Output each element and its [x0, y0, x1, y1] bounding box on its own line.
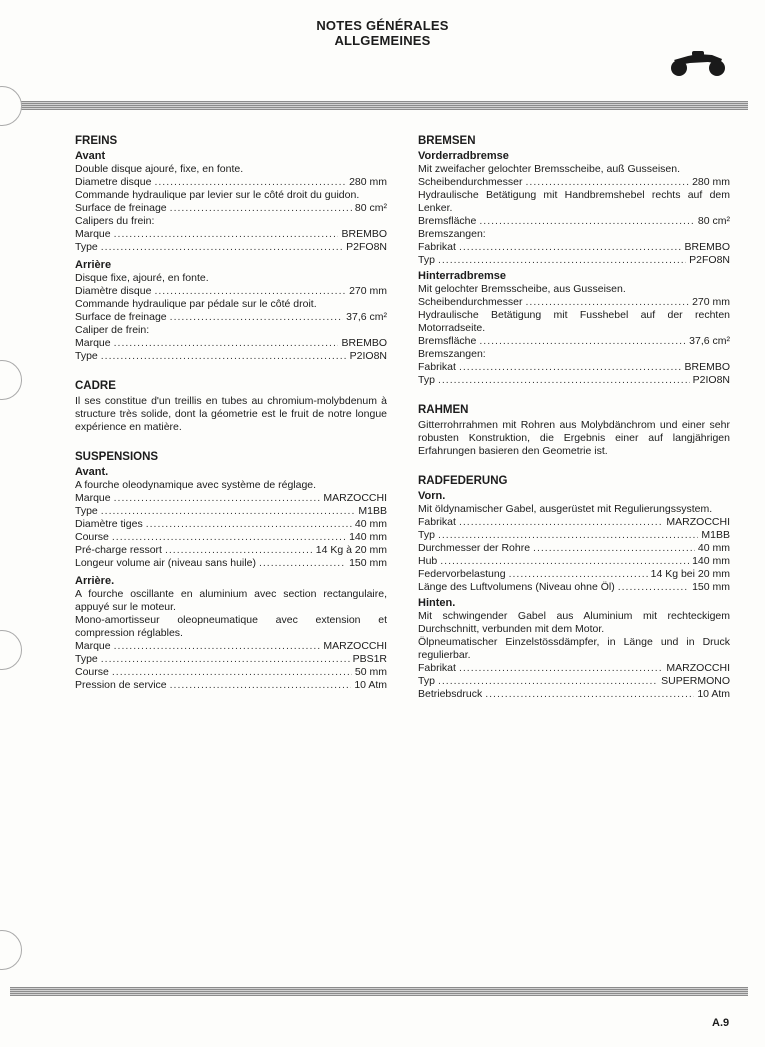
spec-label: Hub [418, 555, 438, 567]
spec-value: SUPERMONO [661, 675, 730, 687]
motorcycle-icon [668, 48, 728, 78]
spec-value: MARZOCCHI [323, 640, 387, 652]
spec-value: 14 Kg à 20 mm [315, 544, 387, 556]
spec-row [75, 640, 387, 653]
top-divider-band [10, 101, 748, 110]
spec-value: M1BB [358, 505, 387, 517]
text-line: Commande hydraulique par pédale sur le côté droit. [75, 298, 317, 310]
spec-label: Typ [418, 254, 435, 266]
spec-row [418, 688, 730, 701]
text-line: Caliper de frein: [75, 324, 150, 336]
spec-value: 140 mm [349, 531, 387, 543]
spec-row [75, 285, 387, 298]
spec-value: BREMBO [684, 361, 730, 373]
spec-label: Marque [75, 640, 111, 652]
spec-label: Typ [418, 374, 435, 386]
spec-label: Betriebsdruck [418, 688, 483, 700]
spec-label: Surface de freinage [75, 202, 167, 214]
spec-value: MARZOCCHI [323, 492, 387, 504]
spec-label: Marque [75, 337, 111, 349]
spec-label: Scheibendurchmesser [418, 176, 523, 188]
spec-row [75, 337, 387, 350]
spec-row [75, 557, 387, 570]
spec-label: Type [75, 505, 98, 517]
spec-value: 150 mm [692, 581, 730, 593]
spec-value: 37,6 cm² [346, 311, 387, 323]
spec-row [418, 374, 730, 387]
spec-row [75, 492, 387, 505]
text-line: Mit öldynamischer Gabel, ausgerüstet mit Regulierungssystem. [418, 503, 713, 515]
title-french: NOTES GÉNÉRALES [316, 18, 449, 33]
spec-row [75, 518, 387, 531]
spec-label: Diamètre disque [75, 285, 152, 297]
spec-value: 40 mm [354, 518, 387, 530]
paragraph: Mono-amortisseur oleopneumatique avec extension et compression réglables. [75, 614, 387, 639]
binder-hole [0, 930, 22, 970]
subheading-hinterradbremse: Hinterradbremse [418, 270, 507, 282]
spec-row [418, 254, 730, 267]
spec-row [75, 544, 387, 557]
spec-label: Type [75, 241, 98, 253]
text-line: A fourche oleodynamique avec système de réglage. [75, 479, 317, 491]
spec-label: Type [75, 653, 98, 665]
spec-value: 37,6 cm² [689, 335, 730, 347]
spec-value: 10 Atm [354, 679, 387, 691]
section-heading-rahmen: RAHMEN [418, 404, 469, 416]
german-column [418, 134, 730, 701]
section-heading-freins: FREINS [75, 135, 118, 147]
spec-label: Bremsfläche [418, 215, 477, 227]
subheading-avant: Avant. [75, 466, 109, 478]
title-german: ALLGEMEINES [334, 33, 431, 48]
spec-label: Bremsfläche [418, 335, 477, 347]
spec-label: Pré-charge ressort [75, 544, 162, 556]
spec-row [418, 662, 730, 675]
paragraph: A fourche oscillante en aluminium avec section rectangulaire, appuyé sur le moteur. [75, 588, 387, 613]
spec-row [75, 653, 387, 666]
spec-row [418, 568, 730, 581]
spec-label: Durchmesser der Rohre [418, 542, 531, 554]
spec-row [418, 361, 730, 374]
spec-value: 10 Atm [697, 688, 730, 700]
spec-row [418, 529, 730, 542]
spec-row [75, 350, 387, 363]
spec-row [418, 335, 730, 348]
spec-row [75, 311, 387, 324]
spec-label: Fabrikat [418, 241, 456, 253]
spec-row [418, 241, 730, 254]
text-line: Bremszangen: [418, 348, 486, 360]
spec-value: M1BB [701, 529, 730, 541]
spec-label: Typ [418, 529, 435, 541]
spec-row [418, 675, 730, 688]
text-line: Mit zweifacher gelochter Bremsscheibe, auß Gusseisen. [418, 163, 681, 175]
text-line: Calipers du frein: [75, 215, 155, 227]
spec-label: Surface de freinage [75, 311, 167, 323]
spec-row [418, 215, 730, 228]
paragraph: Gitterrohrrahmen mit Rohren aus Molybdänchrom und einer sehr robusten Konstruktion, die Ergebnis einer auf langjährigen Erfahrungen basieren den Geometrie ist. [418, 419, 730, 457]
spec-row [75, 176, 387, 189]
spec-label: Scheibendurchmesser [418, 296, 523, 308]
spec-value: MARZOCCHI [666, 662, 730, 674]
spec-value: 150 mm [349, 557, 387, 569]
bottom-divider-band [10, 987, 748, 996]
spec-label: Fabrikat [418, 662, 456, 674]
spec-label: Longeur volume air (niveau sans huile) [75, 557, 256, 569]
spec-value: MARZOCCHI [666, 516, 730, 528]
subheading-arriere: Arrière. [75, 575, 115, 587]
page-title [0, 18, 765, 48]
text-line: Double disque ajouré, fixe, en fonte. [75, 163, 244, 175]
spec-label: Course [75, 531, 109, 543]
spec-row [75, 679, 387, 692]
text-line: Disque fixe, ajouré, en fonte. [75, 272, 209, 284]
spec-row [75, 241, 387, 254]
spec-value: PBS1R [352, 653, 387, 665]
spec-label: Course [75, 666, 109, 678]
spec-row [418, 516, 730, 529]
section-heading-suspensions: SUSPENSIONS [75, 451, 159, 463]
spec-label: Diamètre tiges [75, 518, 143, 530]
subheading-arriere: Arrière [75, 259, 112, 271]
spec-value: P2IO8N [692, 374, 730, 386]
text-line: Bremszangen: [418, 228, 486, 240]
subheading-vorn: Vorn. [418, 490, 446, 502]
spec-value: 280 mm [692, 176, 730, 188]
spec-value: 80 cm² [354, 202, 387, 214]
spec-row [418, 296, 730, 309]
paragraph: Mit schwingender Gabel aus Aluminium mit rechteckigem Durchschnitt, verbunden mit dem Motor. [418, 610, 730, 635]
spec-label: Fabrikat [418, 516, 456, 528]
french-column [75, 134, 387, 692]
spec-value: BREMBO [684, 241, 730, 253]
spec-row [75, 531, 387, 544]
spec-row [418, 176, 730, 189]
spec-value: P2IO8N [349, 350, 387, 362]
spec-row [75, 666, 387, 679]
binder-hole [0, 630, 22, 670]
text-line: Mit gelochter Bremsscheibe, aus Gusseisen. [418, 283, 626, 295]
spec-label: Type [75, 350, 98, 362]
page-number: A.9 [712, 1017, 730, 1029]
paragraph: Hydraulische Betätigung mit Handbremshebel rechts auf dem Lenker. [418, 189, 730, 214]
spec-value: 280 mm [349, 176, 387, 188]
spec-label: Typ [418, 675, 435, 687]
spec-value: 270 mm [692, 296, 730, 308]
paragraph: Hydraulische Betätigung mit Fusshebel auf der rechten Motorradseite. [418, 309, 730, 334]
spec-label: Diametre disque [75, 176, 152, 188]
paragraph: Ölpneumatischer Einzelstössdämpfer, in Länge und in Druck regulierbar. [418, 636, 730, 661]
spec-value: P2FO8N [689, 254, 730, 266]
text-line: Commande hydraulique par levier sur le côté droit du guidon. [75, 189, 360, 201]
spec-row [418, 555, 730, 568]
subheading-vorderradbremse: Vorderradbremse [418, 150, 509, 162]
spec-row [418, 542, 730, 555]
spec-row [75, 228, 387, 241]
spec-row [418, 581, 730, 594]
spec-value: 140 mm [692, 555, 730, 567]
spec-label: Pression de service [75, 679, 167, 691]
spec-label: Marque [75, 228, 111, 240]
binder-hole [0, 360, 22, 400]
spec-row [75, 505, 387, 518]
section-heading-cadre: CADRE [75, 380, 116, 392]
subheading-hinten: Hinten. [418, 597, 456, 609]
spec-label: Länge des Luftvolumens (Niveau ohne Öl) [418, 581, 615, 593]
section-heading-bremsen: BREMSEN [418, 135, 476, 147]
spec-value: 14 Kg bei 20 mm [650, 568, 730, 580]
spec-value: BREMBO [341, 228, 387, 240]
section-heading-radfederung: RADFEDERUNG [418, 475, 508, 487]
spec-label: Fabrikat [418, 361, 456, 373]
spec-value: 40 mm [697, 542, 730, 554]
spec-value: 50 mm [354, 666, 387, 678]
spec-row [75, 202, 387, 215]
spec-value: 270 mm [349, 285, 387, 297]
binder-hole [0, 86, 22, 126]
paragraph: Il ses constitue d'un treillis en tubes au chromium-molybdenum à structure très solide, dont la géometrie est le fruit de notre longue expérience en matière. [75, 395, 387, 433]
spec-value: 80 cm² [697, 215, 730, 227]
spec-label: Federvorbelastung [418, 568, 506, 580]
subheading-avant: Avant [75, 150, 106, 162]
spec-value: P2FO8N [346, 241, 387, 253]
spec-label: Marque [75, 492, 111, 504]
spec-value: BREMBO [341, 337, 387, 349]
